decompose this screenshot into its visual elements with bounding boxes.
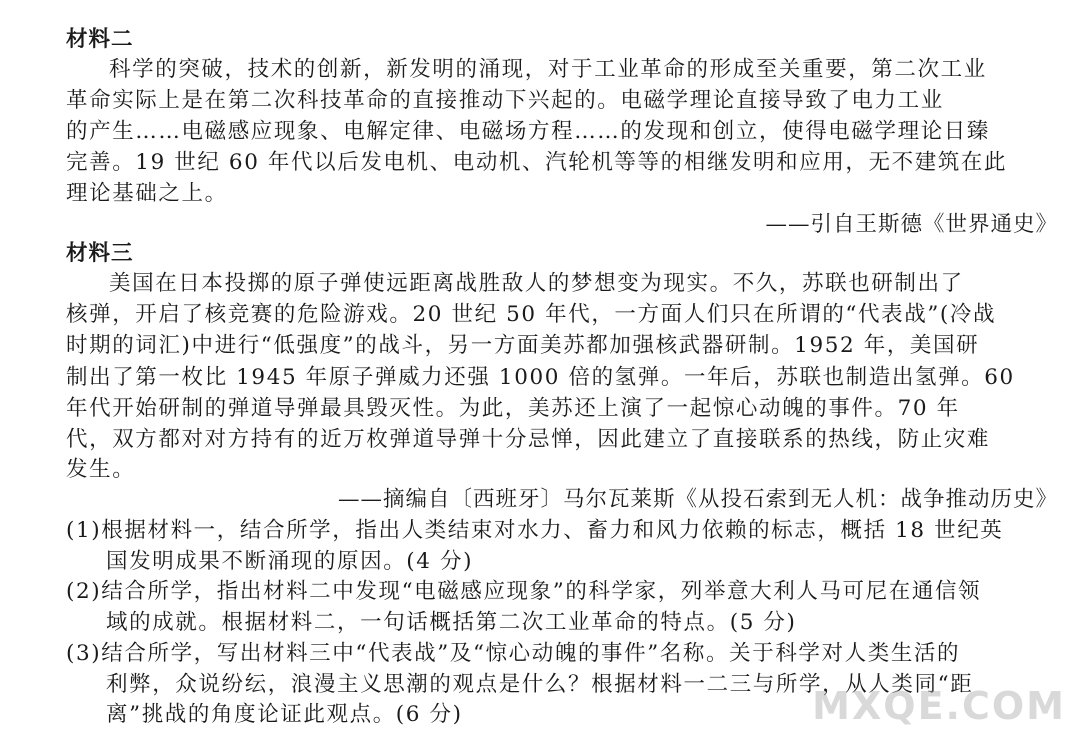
question-2-continuation: 域的成就。根据材料二，一句话概括第二次工业革命的特点。(5 分)	[106, 610, 797, 635]
question-1-continuation: 国发明成果不断涌现的原因。(4 分)	[106, 549, 474, 574]
material2-heading: 材料二	[66, 27, 134, 52]
question-text: 结合所学，指出材料二中发现“电磁感应现象”的科学家，列举意大利人马可尼在通信领	[101, 579, 982, 604]
material2-line: 革命实际上是在第二次科技革命的直接推动下兴起的。电磁学理论直接导致了电力工业	[66, 88, 944, 113]
question-3-continuation: 利弊，众说纷纭，浪漫主义思潮的观点是什么？根据材料一二三与所学，从人类同“距	[106, 672, 974, 697]
material3-heading: 材料三	[66, 241, 134, 266]
material2-line: 的产生……电磁感应现象、电解定律、电磁场方程……的发现和创立，使得电磁学理论日臻	[66, 119, 991, 144]
question-number: (1)	[66, 518, 102, 543]
material3-line: 时期的词汇)中进行“低强度”的战斗，另一方面美苏都加强核武器研制。1952 年，美国研	[66, 333, 980, 358]
material2-line: 完善。19 世纪 60 年代以后发电机、电动机、汽轮机等等的相继发明和应用，无不建筑在此	[66, 150, 1008, 175]
material2-citation: ——引自王斯德《世界通史》	[765, 212, 1058, 237]
question-2	[66, 578, 1056, 606]
material3-line: 制出了第一枚比 1945 年原子弹威力还强 1000 倍的氢弹。一年后，苏联也制造出氢弹。60	[66, 365, 1015, 390]
material3-line: 代，双方都对对方持有的近万枚弹道导弹十分忌惮，因此建立了直接联系的热线，防止灾难	[66, 427, 991, 452]
material2-line: 科学的突破，技术的创新，新发明的涌现，对于工业革命的形成至关重要，第二次工业	[109, 57, 987, 82]
question-3-continuation: 离”挑战的角度论证此观点。(6 分)	[106, 702, 463, 727]
material3-citation: ——摘编自〔西班牙〕马尔瓦莱斯《从投石索到无人机：战争推动历史》	[337, 487, 1058, 512]
material3-line: 美国在日本投掷的原子弹使远距离战胜敌人的梦想变为现实。不久，苏联也研制出了	[109, 271, 964, 296]
question-number: (3)	[66, 641, 102, 666]
material2-line: 理论基础之上。	[66, 181, 228, 206]
question-text: 结合所学，写出材料三中“代表战”及“惊心动魄的事件”名称。关于科学对人类生活的	[101, 641, 961, 666]
site-watermark: MXQE.COM	[812, 684, 1066, 728]
material3-line: 年代开始研制的弹道导弹最具毁灭性。为此，美苏还上演了一起惊心动魄的事件。70 年	[66, 396, 960, 421]
material3-line: 发生。	[66, 457, 136, 482]
material3-line: 核弹，开启了核竞赛的危险游戏。20 世纪 50 年代，一方面人们只在所谓的“代表战”(冷战	[66, 302, 997, 327]
question-1	[66, 517, 1056, 545]
question-number: (2)	[66, 579, 102, 604]
question-text: 根据材料一，结合所学，指出人类结束对水力、畜力和风力依赖的标志，概括 18 世纪英	[101, 518, 1004, 543]
question-3	[66, 640, 1056, 668]
